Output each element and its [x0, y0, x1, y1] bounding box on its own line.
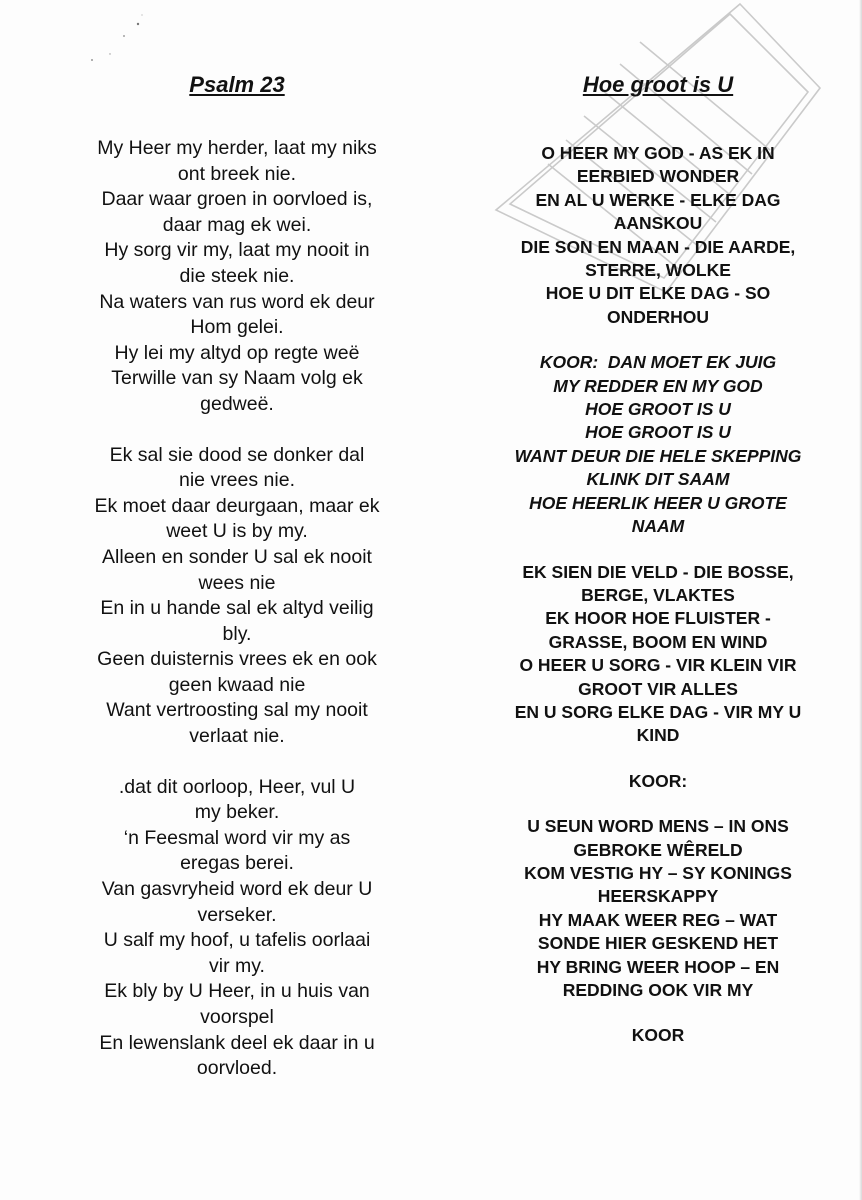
hymn-line: EN U SORG ELKE DAG - VIR MY U	[514, 701, 802, 722]
hymn-line: HY BRING WEER HOOP – EN	[536, 956, 780, 977]
psalm-line: eregas berei.	[180, 852, 294, 875]
hymn-chorus-line: KLINK DIT SAAM	[586, 469, 730, 490]
hymn-line: EERBIED WONDER	[576, 166, 740, 187]
psalm-column	[52, 70, 422, 1082]
psalm-line: wees nie	[198, 571, 276, 594]
psalm-line: My Heer my herder, laat my niks	[97, 137, 377, 159]
psalm-line: Alleen en sonder U sal ek nooit	[102, 545, 372, 568]
hymn-title: Hoe groot is U	[582, 72, 734, 97]
hymn-line: ONDERHOU	[606, 306, 710, 327]
psalm-line: weet U is by my.	[166, 520, 308, 543]
hymn-verse-2	[468, 561, 848, 748]
hymn-chorus-line: MY REDDER EN MY GOD	[553, 375, 763, 396]
psalm-stanza-1	[52, 136, 422, 418]
psalm-line: Hom gelei.	[190, 316, 284, 339]
hymn-koor-marker-1	[468, 770, 848, 793]
hymn-line: GRASSE, BOOM EN WIND	[548, 631, 768, 652]
hymn-line: EK SIEN DIE VELD - DIE BOSSE,	[522, 561, 794, 582]
psalm-line: En lewenslank deel ek daar in u	[99, 1031, 375, 1054]
psalm-line: daar mag ek wei.	[162, 213, 312, 236]
hymn-line: GEBROKE WÊRELD	[573, 839, 743, 860]
psalm-line: nie vrees nie.	[179, 469, 295, 492]
psalm-line: oorvloed.	[196, 1057, 278, 1080]
psalm-line: Hy lei my altyd op regte weë	[114, 341, 360, 364]
psalm-line: bly.	[222, 622, 252, 645]
hymn-line: EN AL U WERKE - ELKE DAG	[535, 189, 781, 210]
hymn-line: BERGE, VLAKTES	[581, 584, 735, 605]
psalm-line: Hy sorg vir my, laat my nooit in	[104, 239, 370, 262]
psalm-line: Daar waar groen in oorvloed is,	[101, 188, 373, 211]
psalm-line: ‘n Feesmal word vir my as	[123, 826, 351, 849]
psalm-title: Psalm 23	[189, 72, 285, 97]
psalm-line: Na waters van rus word ek deur	[99, 290, 375, 313]
hymn-line: HEERSKAPPY	[597, 886, 719, 907]
hymn-line: KOM VESTIG HY – SY KONINGS	[524, 862, 792, 883]
psalm-line: Ek sal sie dood se donker dal	[109, 443, 365, 466]
psalm-stanza-3	[52, 775, 422, 1082]
hymn-line: STERRE, WOLKE	[585, 260, 731, 281]
hymn-column	[468, 70, 848, 1048]
hymn-line: HOE U DIT ELKE DAG - SO	[545, 283, 771, 304]
hymn-verse-1	[468, 142, 848, 329]
psalm-line: geen kwaad nie	[168, 673, 306, 696]
hymn-line: DIE SON EN MAAN - DIE AARDE,	[520, 236, 796, 257]
psalm-line: U salf my hoof, u tafelis oorlaai	[103, 929, 371, 952]
hymn-line: U SEUN WORD MENS – IN ONS	[527, 816, 789, 837]
psalm-line: gedweë.	[200, 392, 274, 415]
hymn-line: O HEER U SORG - VIR KLEIN VIR	[519, 655, 797, 676]
psalm-line: verlaat nie.	[189, 725, 285, 748]
psalm-line: .dat dit oorloop, Heer, vul U	[118, 775, 356, 798]
psalm-line: die steek nie.	[179, 264, 295, 287]
hymn-verse-3	[468, 815, 848, 1002]
psalm-line: Ek bly by U Heer, in u huis van	[104, 980, 370, 1003]
hymn-chorus-line: HOE HEERLIK HEER U GROTE	[529, 492, 787, 513]
scan-specks	[80, 10, 160, 70]
psalm-stanza-2	[52, 443, 422, 750]
psalm-body	[52, 136, 422, 1082]
hymn-chorus	[468, 351, 848, 538]
hymn-koor-marker-2	[468, 1024, 848, 1047]
psalm-line: Ek moet daar deurgaan, maar ek	[94, 494, 380, 517]
psalm-line: ont breek nie.	[177, 162, 297, 185]
hymn-koor-label: KOOR:	[628, 770, 688, 791]
psalm-line: verseker.	[197, 903, 277, 926]
psalm-line: my beker.	[194, 801, 280, 824]
hymn-chorus-line: WANT DEUR DIE HELE SKEPPING	[514, 445, 802, 466]
hymn-body	[468, 142, 848, 1048]
psalm-line: Want vertroosting sal my nooit	[106, 699, 368, 722]
psalm-line: En in u hande sal ek altyd veilig	[100, 597, 374, 620]
hymn-line: SONDE HIER GESKEND HET	[537, 933, 779, 954]
psalm-line: vir my.	[209, 954, 265, 977]
hymn-line: EK HOOR HOE FLUISTER -	[545, 608, 771, 629]
psalm-line: voorspel	[200, 1006, 274, 1028]
hymn-chorus-line: HOE GROOT IS U	[585, 399, 731, 420]
hymn-line: O HEER MY GOD - AS EK IN	[541, 143, 775, 163]
hymn-line: REDDING OOK VIR MY	[562, 980, 754, 1000]
hymn-koor-label: KOOR	[631, 1025, 685, 1046]
psalm-line: Terwille van sy Naam volg ek	[111, 367, 363, 390]
hymn-line: HY MAAK WEER REG – WAT	[538, 909, 778, 930]
hymn-chorus-line: HOE GROOT IS U	[585, 422, 731, 443]
psalm-line: Van gasvryheid word ek deur U	[101, 878, 373, 901]
hymn-line: KIND	[636, 725, 680, 746]
psalm-line: Geen duisternis vrees ek en ook	[97, 648, 377, 671]
hymn-chorus-line: KOOR: DAN MOET EK JUIG	[539, 352, 777, 373]
hymn-line: GROOT VIR ALLES	[578, 678, 738, 699]
hymn-line: AANSKOU	[613, 213, 703, 234]
hymn-chorus-line: NAAM	[631, 516, 685, 537]
